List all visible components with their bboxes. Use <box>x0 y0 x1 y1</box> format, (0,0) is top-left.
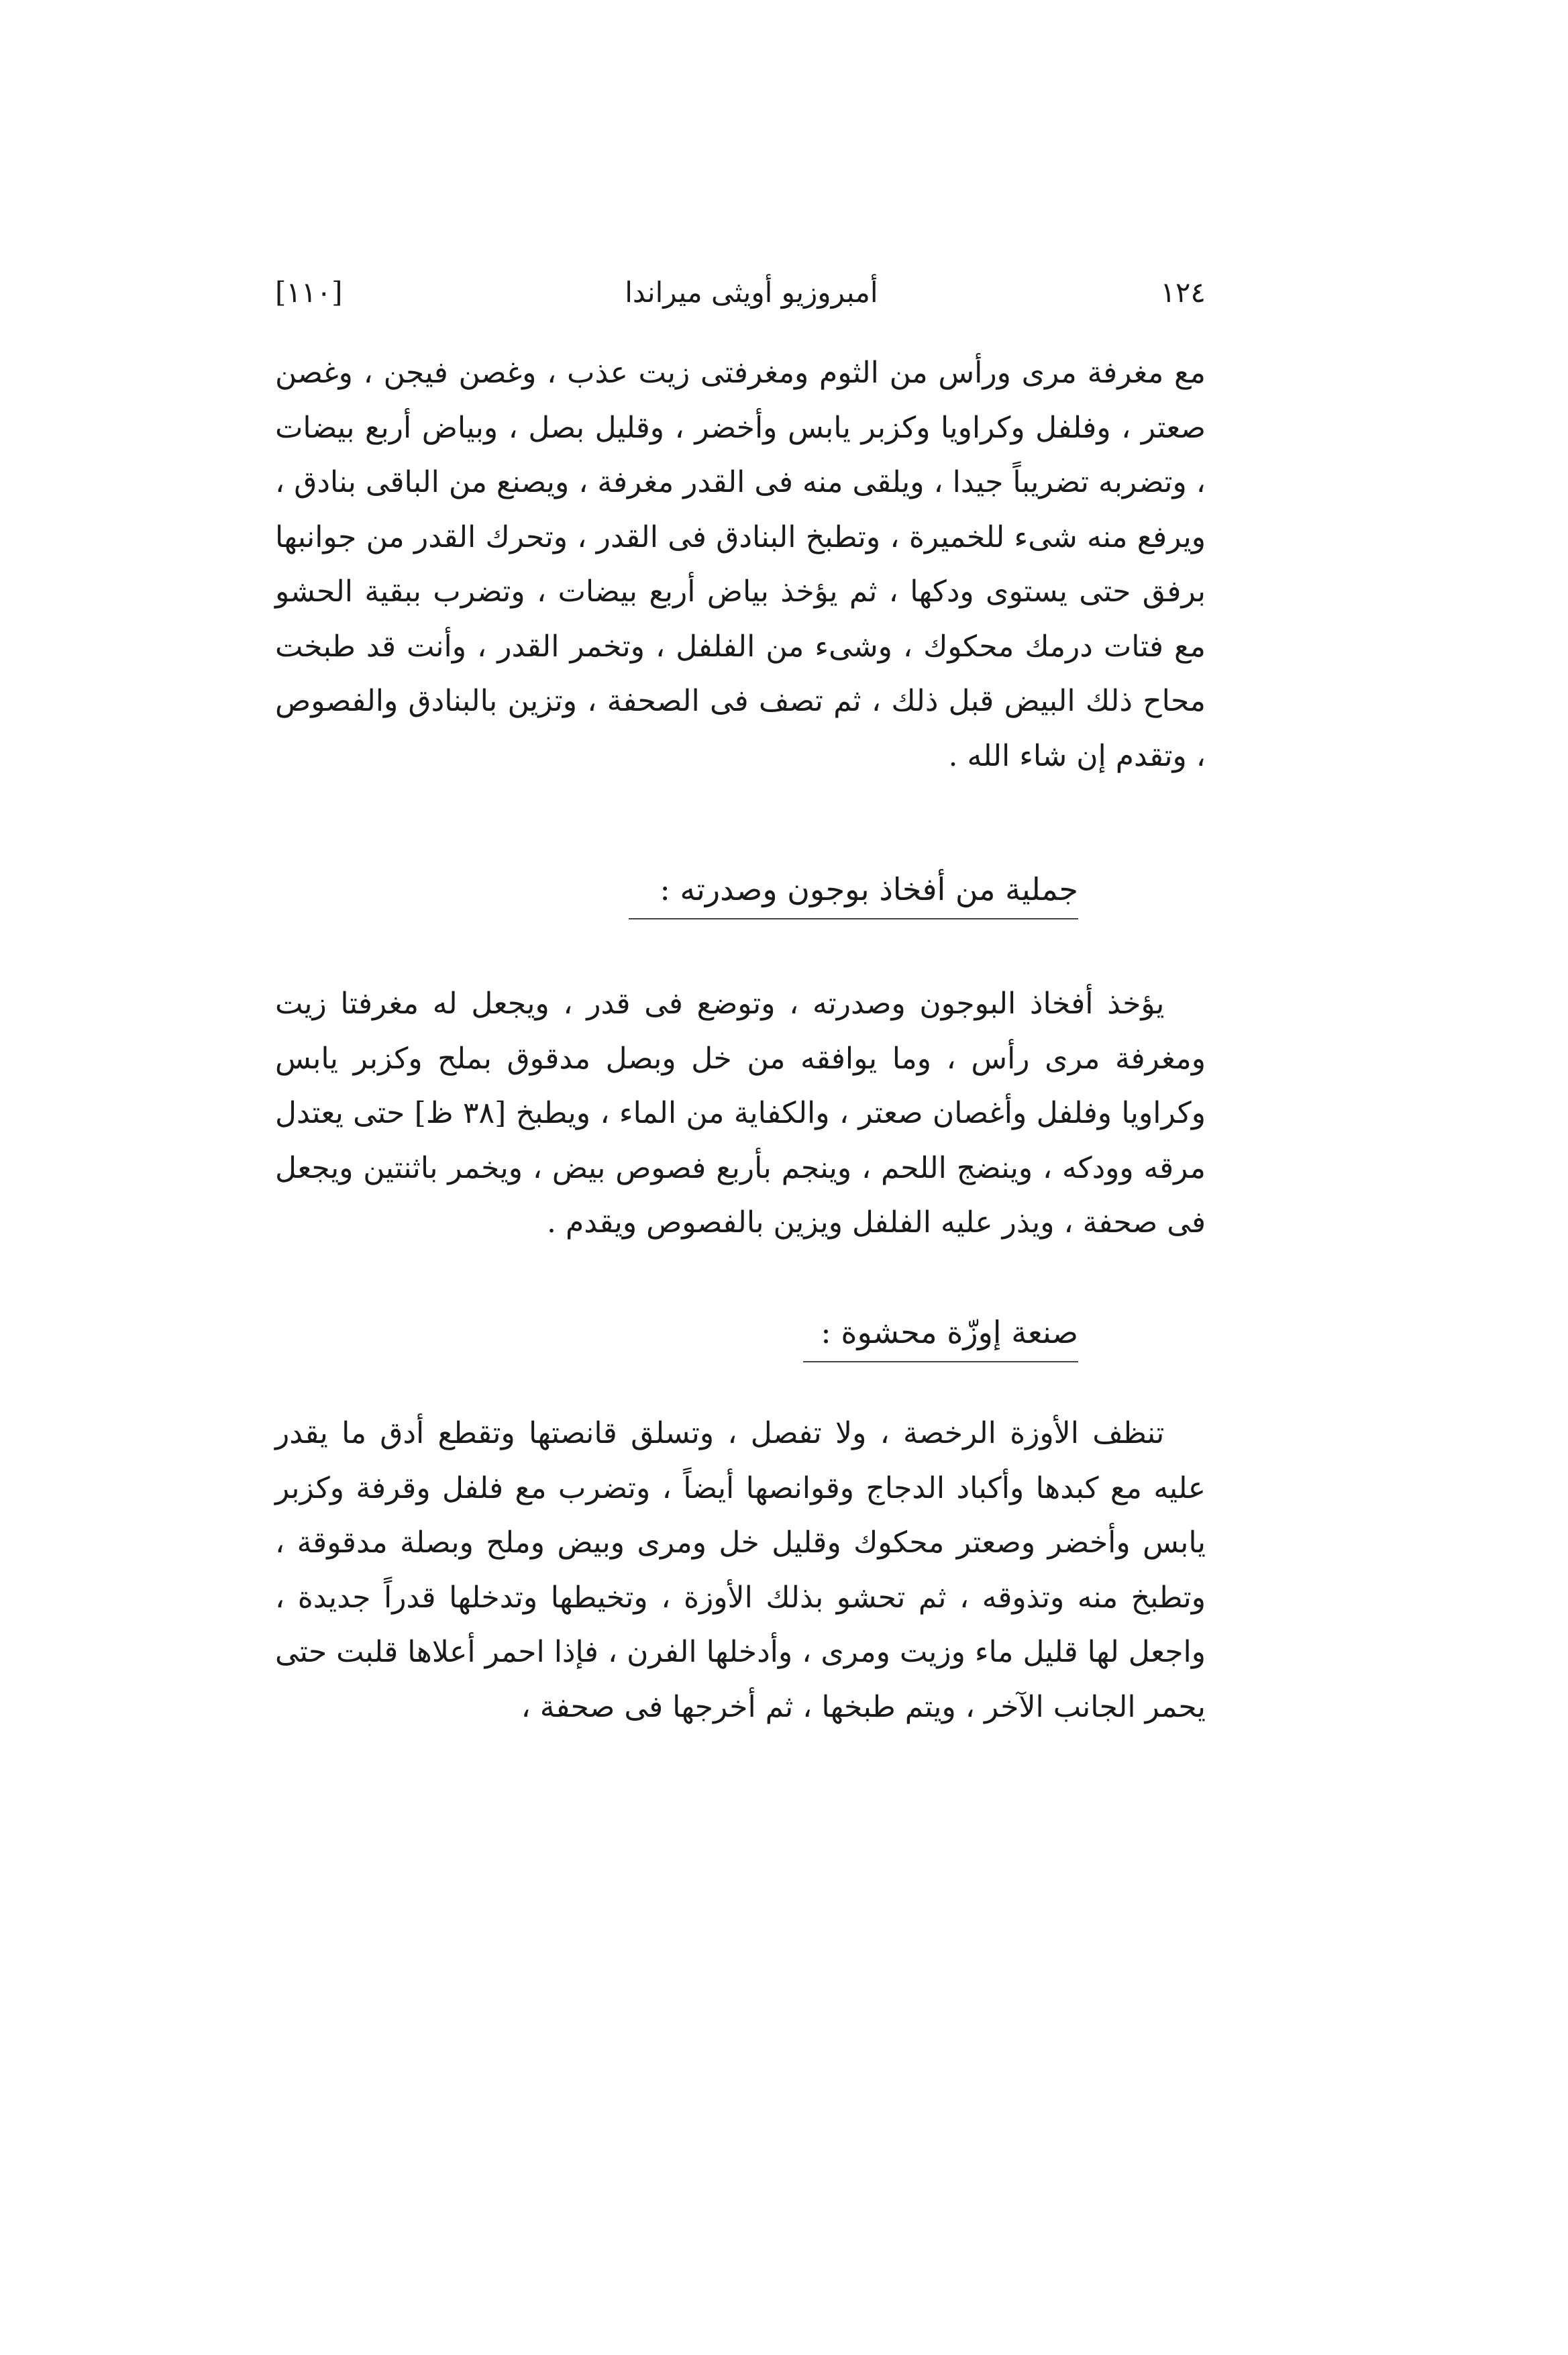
running-title: أمبروزيو أويثى ميراندا <box>625 275 878 309</box>
recipe-continuation <box>275 346 1206 783</box>
running-head <box>275 265 1206 319</box>
paragraph: تنظف الأوزة الرخصة ، ولا تفصل ، وتسلق قانصتها وتقطع أدق ما يقدر عليه مع كبدها وأكباد الدجاج وقوانصها أيضاً ، وتضرب مع فلفل وقرفة وكزبر يابس وأخضر وصعتر محكوك وقليل خل ومرى وبيض وملح وبصلة مدقوقة ، وتطبخ منه وتذوقه ، ثم تحشو بذلك الأوزة ، وتخيطها وتدخلها قدراً جديدة ، واجعل لها قليل ماء وزيت ومرى ، وأدخلها الفرن ، فإذا احمر أعلاها قلبت حتى يحمر الجانب الآخر ، ويتم طبخها ، ثم أخرجها فى صحفة ، <box>275 1416 1206 1724</box>
recipe-body <box>275 976 1206 1250</box>
section-heading <box>629 866 1078 919</box>
recipe-body <box>275 1406 1206 1734</box>
section-heading-text: صنعة إوزّة محشوة : <box>821 1314 1078 1350</box>
paragraph: مع مغرفة مرى ورأس من الثوم ومغرفتى زيت عذب ، وغصن فيجن ، وغصن صعتر ، وفلفل وكراويا وكزبر يابس وأخضر ، وقليل بصل ، وبياض أربع بيضات ، وتضربه تضريباً جيدا ، ويلقى منه فى القدر مغرفة ، ويصنع من الباقى بنادق ، ويرفع منه شىء للخميرة ، وتطبخ البنادق فى القدر ، وتحرك القدر من جوانبها برفق حتى يستوى ودكها ، ثم يؤخذ بياض أربع بيضات ، وتضرب ببقية الحشو مع فتات درمك محكوك ، وشىء من الفلفل ، وتخمر القدر ، وأنت قد طبخت محاح ذلك البيض قبل ذلك ، ثم تصف فى الصحفة ، وتزين بالبنادق والفصوص ، وتقدم إن شاء الله . <box>275 356 1206 773</box>
section-heading <box>803 1309 1078 1362</box>
section-heading-text: جملية من أفخاذ بوجون وصدرته : <box>660 871 1078 907</box>
paragraph: يؤخذ أفخاذ البوجون وصدرته ، وتوضع فى قدر ، ويجعل له مغرفتا زيت ومغرفة مرى رأس ، وما يوافقه من خل وبصل مدقوق بملح وكزبر يابس وكراويا وفلفل وأغصان صعتر ، والكفاية من الماء ، ويطبخ [٣٨ ظ] حتى يعتدل مرقه وودكه ، وينضج اللحم ، وينجم بأربع فصوص بيض ، ويخمر باثنتين ويجعل فى صحفة ، ويذر عليه الفلفل ويزين بالفصوص ويقدم . <box>275 987 1206 1240</box>
heading-underline <box>803 1361 1078 1362</box>
folio-reference: [١١٠] <box>275 275 343 309</box>
page-number: ١٢٤ <box>1160 275 1206 309</box>
heading-underline <box>629 918 1078 919</box>
